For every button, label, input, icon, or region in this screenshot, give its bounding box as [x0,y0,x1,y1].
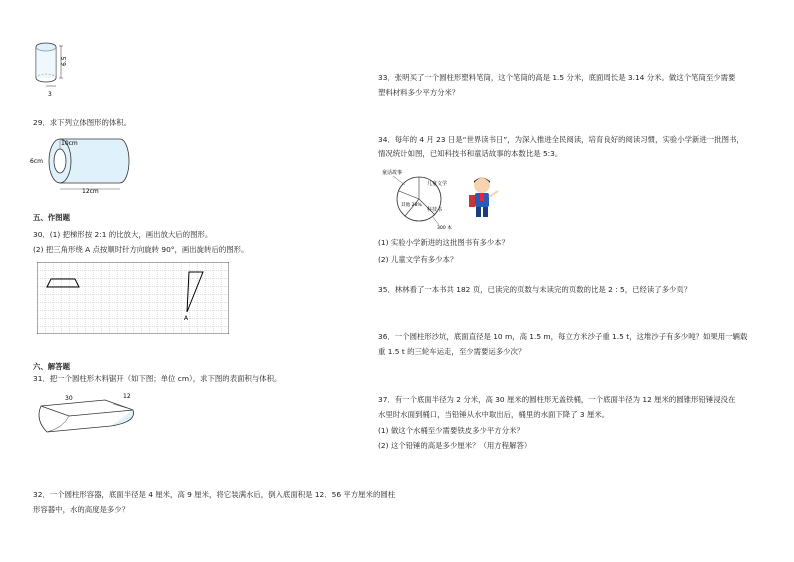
q29-text: 29．求下列立体图形的体积。 [33,118,132,127]
pie-label-fairy: 童话故事 [382,170,403,176]
pie-label-count: 300 本 [437,226,452,231]
pie-label-tech: 科技书 [427,207,443,213]
q34-line2: 情况统计如图，已知科技书和童话故事的本数比是 5:3。 [378,149,563,158]
q33-line1: 33．张明买了一个圆柱形塑料笔筒，这个笔筒的高是 1.5 分米，底面周长是 3.14 分米。做这个笔筒至少需要 [378,73,736,82]
q37-sub2: (2) 这个铅锤的高是多少厘米？（用方程解答） [378,441,532,450]
point-a-label: A [184,315,189,322]
q31-text: 31．把一个圆柱形木料锯开（如下图；单位 cm），求下图的表面积与体积。 [33,374,282,383]
pie-label-children: 儿童文学 [427,181,448,187]
cylinder-figure [28,38,78,100]
section-5-heading: 五、作图题 [33,213,70,222]
cyl-width-label: 3 [48,91,52,98]
pie-label-other: 其他 28% [401,203,422,208]
teacher-cartoon-icon [465,175,501,221]
q36-line2: 重 1.5 t 的三轮车运走，至少需要运多少次？ [378,347,526,356]
pipe-outer-label: 6cm [30,158,43,165]
q34-sub2: (2) 儿童文学有多少本？ [378,255,458,264]
log-length-label: 30 [65,395,73,402]
log-width-label: 12 [123,393,131,400]
q37-line2: 水里时水面到桶口，当铅锤从水中取出后，桶里的水面下降了 3 厘米。 [378,410,610,419]
q36-line1: 36．一个圆柱形沙坑，底面直径是 10 m，高 1.5 m，每立方米沙子重 1.5 t，这堆沙子有多少吨？如果用一辆载 [378,332,748,341]
pipe-inner-label: 10cm [61,140,78,147]
q30-line2: (2) 把三角形绕 A 点按顺时针方向旋转 90°，画出旋转后的图形。 [33,245,249,254]
section-6-heading: 六、解答题 [33,362,70,371]
q37-sub1: (1) 做这个水桶至少需要铁皮多少平方分米？ [378,426,524,435]
q33-line2: 塑料材料多少平方分米？ [378,88,460,97]
drawing-grid [37,262,229,334]
q34-sub1: (1) 实验小学新进的这批图书有多少本？ [378,238,510,247]
q37-line1: 37．有一个底面半径为 2 分米，高 30 厘米的圆柱形无盖铁桶，一个底面半径为 12 厘米的圆锥形铅锤浸没在 [378,395,736,404]
q32-line1: 32．一个圆柱形容器，底面半径是 4 厘米，高 9 厘米，将它装满水后，倒入底面积是 12．56 平方厘米的圆柱 [33,490,396,499]
pipe-figure [30,133,130,195]
q34-line1: 34．每年的 4 月 23 日是“世界读书日”，为深入推进全民阅读，培育良好的阅读习惯，实验小学新进一批图书， [378,135,744,144]
pipe-length-label: 12cm [82,188,99,195]
book-pie-chart [375,165,463,233]
q32-line2: 形容器中，水的高度是多少？ [33,505,130,514]
q35-text: 35．林林看了一本书共 182 页，已读完的页数与未读完的页数的比是 2 : 5，已经读了多少页？ [378,285,692,294]
q30-line1: 30．(1) 把梯形按 2:1 的比放大，画出放大后的图形。 [33,230,213,239]
cyl-height-label: 6.5 [61,56,68,66]
half-cylinder-figure [33,388,143,440]
